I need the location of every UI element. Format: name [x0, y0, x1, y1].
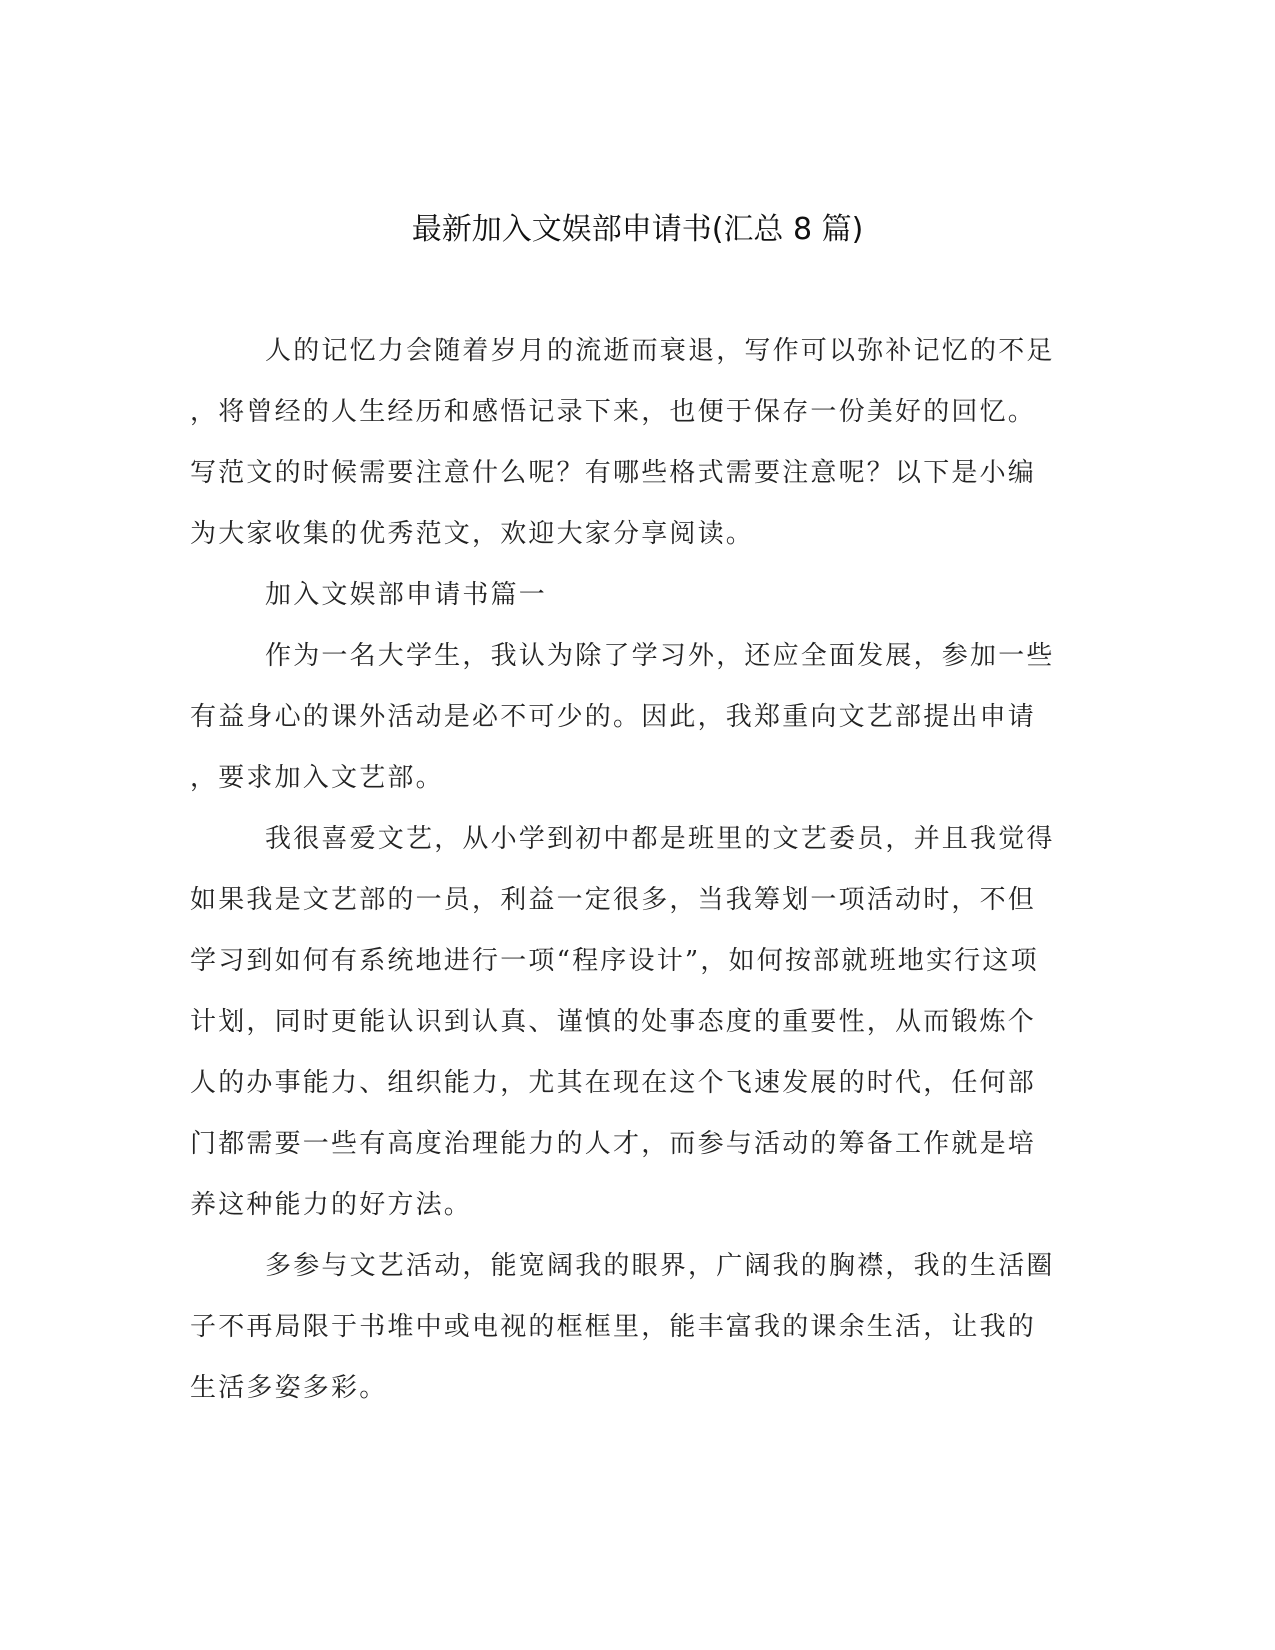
section-heading: 加入文娱部申请书篇一: [265, 580, 548, 610]
document-body: [190, 333, 1090, 1431]
text-line: ，要求加入文艺部。: [190, 763, 444, 793]
document-title: 最新加入文娱部申请书(汇总 8 篇): [411, 212, 864, 247]
text-line: 我很喜爱文艺，从小学到初中都是班里的文艺委员，并且我觉得: [265, 824, 1055, 854]
text-line: 为大家收集的优秀范文，欢迎大家分享阅读。: [190, 519, 755, 549]
text-line: 人的办事能力、组织能力，尤其在现在这个飞速发展的时代，任何部: [190, 1068, 1037, 1098]
text-line: 计划，同时更能认识到认真、谨慎的处事态度的重要性，从而锻炼个: [190, 1007, 1037, 1037]
text-line: 多参与文艺活动，能宽阔我的眼界，广阔我的胸襟，我的生活圈: [265, 1251, 1055, 1281]
text-line: ，将曾经的人生经历和感悟记录下来，也便于保存一份美好的回忆。: [190, 397, 1037, 427]
text-line: 门都需要一些有高度治理能力的人才，而参与活动的筹备工作就是培: [190, 1129, 1037, 1159]
text-line: 学习到如何有系统地进行一项“程序设计”，如何按部就班地实行这项: [190, 946, 1039, 976]
text-line: 如果我是文艺部的一员，利益一定很多，当我筹划一项活动时，不但: [190, 885, 1037, 915]
text-line: 子不再局限于书堆中或电视的框框里，能丰富我的课余生活，让我的: [190, 1312, 1037, 1342]
text-line: 作为一名大学生，我认为除了学习外，还应全面发展，参加一些: [265, 641, 1055, 671]
text-line: 写范文的时候需要注意什么呢？有哪些格式需要注意呢？以下是小编: [190, 458, 1037, 488]
text-line: 有益身心的课外活动是必不可少的。因此，我郑重向文艺部提出申请: [190, 702, 1037, 732]
text-line: 生活多姿多彩。: [190, 1373, 388, 1403]
text-line: 养这种能力的好方法。: [190, 1190, 473, 1220]
text-line: 人的记忆力会随着岁月的流逝而衰退，写作可以弥补记忆的不足: [265, 336, 1055, 366]
